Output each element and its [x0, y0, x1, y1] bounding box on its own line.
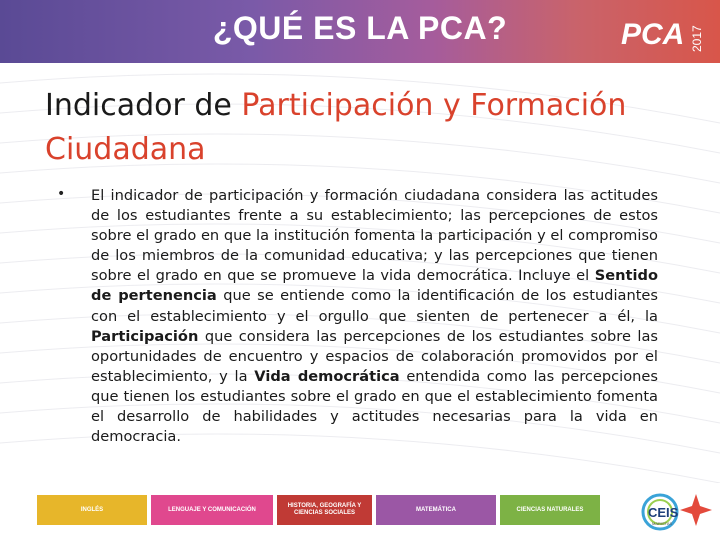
- subject-label: CIENCIAS NATURALES: [516, 506, 584, 513]
- subject-label: HISTORIA, GEOGRAFÍA Y CIENCIAS SOCIALES: [287, 503, 362, 516]
- subject-bar-ingles: [37, 495, 147, 525]
- subject-label: MATEMÁTICA: [416, 506, 456, 513]
- bullet-marker: •: [57, 186, 66, 202]
- term-vida-democratica: Vida democrática: [254, 367, 400, 385]
- pca-logo: [615, 8, 715, 56]
- ceis-logo: [638, 488, 714, 536]
- term-sentido-de-pertenencia: Sentido de pertenencia: [91, 267, 658, 305]
- body-text-1: El indicador de participación y formación ciudadana considera las actitudes de los estudiantes frente a su establecimiento; las percepciones de estos sobre el grado en que la institución fomenta la participación y el compromiso de los miembros de la comunidad educativa; y las percepciones que tienen sobre el grado en que se promueve la vida democrática. Incluye el: [91, 187, 658, 285]
- subject-bar-lenguaje: [151, 495, 273, 525]
- subject-bar-historia: [277, 495, 372, 525]
- heading-part1: Indicador de: [45, 88, 242, 123]
- subject-bar-matematica: [376, 495, 496, 525]
- term-participacion: Participación: [91, 327, 199, 345]
- body-text-3: que considera las percepciones de los estudiantes sobre las oportunidades de encuentro y espacios de colaboración promovidos por el establecimiento, y la: [91, 327, 658, 385]
- page-heading: [45, 84, 645, 172]
- ceis-logo-text: CEIS: [648, 505, 679, 520]
- subject-label: LENGUAJE Y COMUNICACIÓN: [168, 506, 256, 513]
- star-icon: [680, 494, 712, 526]
- top-banner: [0, 0, 720, 63]
- body-paragraph: [91, 186, 658, 447]
- pca-logo-text: PCA: [621, 18, 685, 51]
- banner-title: ¿QUÉ ES LA PCA?: [212, 10, 508, 46]
- body-text-2: que se entiende como la identificación de los estudiantes con el establecimiento y el orgullo que sienten de pertenecer a él, la: [91, 287, 659, 325]
- subject-label: INGLÉS: [80, 506, 104, 513]
- heading-accent: Participación y Formación Ciudadana: [45, 88, 627, 167]
- subject-bar-ciencias: [500, 495, 600, 525]
- ceis-logo-subtext: MARISTAS: [652, 521, 673, 526]
- body-text-4: entendida como las percepciones que tienen los estudiantes sobre el grado en que el establecimiento fomenta el desarrollo de habilidades y actitudes necesarias para la vida en democracia.: [91, 367, 658, 446]
- pca-logo-year: 2017: [690, 25, 704, 52]
